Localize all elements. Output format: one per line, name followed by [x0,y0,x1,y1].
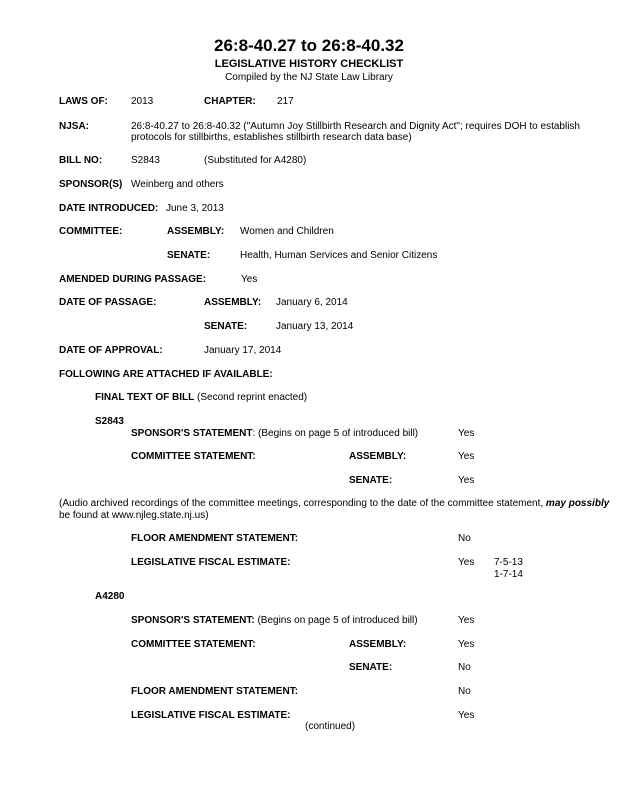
s2843-committee-assembly-value: Yes [458,451,475,462]
a4280-floor-amendment-value: No [458,686,471,697]
final-text-note: (Second reprint enacted) [197,392,308,403]
amended-label: AMENDED DURING PASSAGE: [59,274,207,285]
bill-no-label: BILL NO: [59,155,103,166]
committee-assembly-value: Women and Children [240,226,334,237]
continued-note: (continued) [305,721,356,732]
a4280-floor-amendment-label: FLOOR AMENDMENT STATEMENT: [131,686,299,697]
s2843-sponsor-statement-label: SPONSOR'S STATEMENT [131,428,253,439]
a4280-fiscal-estimate-value: Yes [458,710,475,721]
laws-of-value: 2013 [131,96,154,107]
s2843-fiscal-estimate-value: Yes [458,557,475,568]
bill-no-value: S2843 [131,155,160,166]
s2843-heading: S2843 [95,416,124,427]
a4280-committee-senate-value: No [458,662,471,673]
page-subtitle: LEGISLATIVE HISTORY CHECKLIST [214,58,404,70]
page-title: 26:8-40.27 to 26:8-40.32 [214,36,404,55]
s2843-committee-assembly-label: ASSEMBLY: [349,451,407,462]
chapter-label: CHAPTER: [204,96,256,107]
passage-assembly-label: ASSEMBLY: [204,297,262,308]
s2843-fiscal-date-1: 7-5-13 [494,557,523,568]
committee-label: COMMITTEE: [59,226,123,237]
a4280-committee-assembly-value: Yes [458,639,475,650]
audio-note-line-1 [59,498,609,510]
a4280-heading: A4280 [95,591,125,602]
date-of-approval-label: DATE OF APPROVAL: [59,345,163,356]
bill-no-note: (Substituted for A4280) [204,155,307,166]
s2843-fiscal-date-2: 1-7-14 [494,569,523,580]
s2843-committee-statement-label: COMMITTEE STATEMENT: [131,451,256,462]
compiled-by: Compiled by the NJ State Law Library [225,72,393,83]
chapter-value: 217 [277,96,294,107]
committee-senate-value: Health, Human Services and Senior Citizens [240,250,438,261]
final-text-label: FINAL TEXT OF BILL [95,392,195,403]
passage-assembly-value: January 6, 2014 [276,297,348,308]
s2843-committee-senate-value: Yes [458,475,475,486]
a4280-sponsor-statement-value: Yes [458,615,475,626]
date-introduced-value: June 3, 2013 [166,203,224,214]
passage-senate-label: SENATE: [204,321,248,332]
s2843-sponsor-statement-note: : (Begins on page 5 of introduced bill) [252,428,419,439]
s2843-sponsor-statement-value: Yes [458,428,475,439]
passage-senate-value: January 13, 2014 [276,321,354,332]
date-of-approval-value: January 17, 2014 [204,345,282,356]
final-text-line [95,392,307,404]
s2843-floor-amendment-value: No [458,533,471,544]
a4280-committee-senate-label: SENATE: [349,662,393,673]
a4280-sponsor-statement-note: (Begins on page 5 of introduced bill) [254,615,418,626]
a4280-committee-assembly-label: ASSEMBLY: [349,639,407,650]
audio-note-text: (Audio archived recordings of the committee meetings, corresponding to the date of the committee statement, [59,498,546,509]
committee-assembly-label: ASSEMBLY: [167,226,225,237]
njsa-label: NJSA: [59,121,90,132]
date-introduced-label: DATE INTRODUCED: [59,203,159,214]
njsa-line-1: 26:8-40.27 to 26:8-40.32 ("Autumn Joy Stillbirth Research and Dignity Act"; requires DOH to establish [131,121,580,132]
a4280-sponsor-statement-label: SPONSOR'S STATEMENT: [131,615,255,626]
date-of-passage-label: DATE OF PASSAGE: [59,297,157,308]
laws-of-label: LAWS OF: [59,96,108,107]
sponsors-label: SPONSOR(S) [59,179,123,190]
s2843-floor-amendment-label: FLOOR AMENDMENT STATEMENT: [131,533,299,544]
a4280-fiscal-estimate-label: LEGISLATIVE FISCAL ESTIMATE: [131,710,291,721]
s2843-fiscal-estimate-label: LEGISLATIVE FISCAL ESTIMATE: [131,557,291,568]
s2843-committee-senate-label: SENATE: [349,475,393,486]
committee-senate-label: SENATE: [167,250,211,261]
sponsors-value: Weinberg and others [131,179,224,190]
attached-heading: FOLLOWING ARE ATTACHED IF AVAILABLE: [59,369,273,380]
a4280-sponsor-statement-row [131,615,418,627]
a4280-committee-statement-label: COMMITTEE STATEMENT: [131,639,256,650]
audio-note-emphasis: may possibly [545,498,610,509]
njsa-line-2: protocols for stillbirths, establishes stillbirth research data base) [131,132,412,143]
audio-note-line-2: be found at www.njleg.state.nj.us) [59,510,209,521]
amended-value: Yes [241,274,258,285]
s2843-sponsor-statement-row [131,428,418,440]
